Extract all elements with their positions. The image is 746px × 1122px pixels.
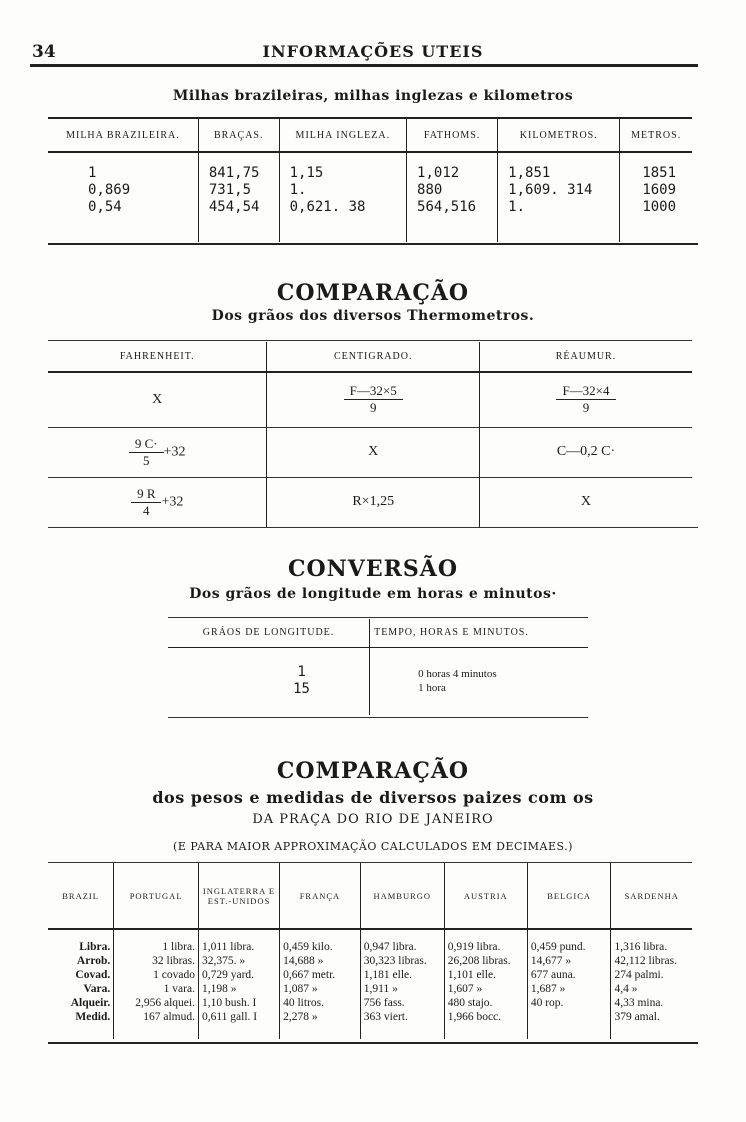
cell: 4,33 mina.	[614, 997, 664, 1009]
rule	[168, 717, 588, 718]
cell: Arrob.	[76, 955, 111, 967]
cell: 756 fass.	[363, 997, 405, 1009]
cell: 1,966 bocc.	[447, 1011, 502, 1023]
cell: 363 viert.	[363, 1011, 408, 1023]
cell: 1	[297, 664, 306, 681]
col-header: INGLATERRA E EST.-UNIDOS	[198, 863, 279, 929]
table-column	[611, 929, 692, 1039]
cell: 0,667 metr.	[283, 969, 336, 981]
cell: 1,10 bush. I	[201, 997, 257, 1009]
table-row: $\frac{9 R}{4}$ +32 R×1,25 X	[48, 477, 692, 527]
cell: 480 stajo.	[447, 997, 493, 1009]
rule	[48, 243, 698, 245]
weights-subtitle2: DA PRAÇA DO RIO DE JANEIRO	[252, 812, 494, 827]
cell: Alqueir.	[70, 997, 111, 1009]
table-row: $\frac{9 C\cdot}{5}$ +32 X C—0,2 C·	[48, 427, 692, 477]
table-column	[360, 929, 444, 1039]
cell: X	[152, 391, 163, 407]
formula: $\frac{9 R}{4}$	[131, 486, 161, 519]
weights-table	[48, 863, 692, 1039]
table-column	[198, 152, 279, 242]
cell: 2,956 alquei.	[135, 997, 195, 1009]
col-header: HAMBURGO	[360, 863, 444, 929]
cell: 1.	[289, 182, 307, 198]
table-column	[407, 152, 498, 242]
thermo-title: COMPARAÇÃO	[276, 280, 470, 306]
cell: 42,112 libras.	[614, 955, 677, 967]
table-column	[444, 929, 527, 1039]
cell: 32 libras.	[152, 955, 195, 967]
formula: $\frac{9 C\cdot}{5}$	[129, 436, 164, 469]
cell: 1,15	[289, 165, 324, 181]
col-header: METROS.	[620, 119, 692, 152]
cell: 2,278 »	[283, 1011, 318, 1023]
running-header: INFORMAÇÕES UTEIS	[262, 42, 484, 61]
table-column	[527, 929, 611, 1039]
cell: 14,688 »	[283, 955, 324, 967]
rule	[48, 1042, 698, 1044]
col-header: PORTUGAL	[114, 863, 199, 929]
cell: 0,947 libra.	[363, 941, 417, 953]
cell: 1 libra.	[162, 941, 195, 953]
cell: R×1,25	[267, 477, 480, 527]
col-header: FRANÇA	[280, 863, 361, 929]
col-header: GRÁOS DE LONGITUDE.	[202, 627, 335, 639]
weights-title: COMPARAÇÃO	[276, 758, 470, 784]
table-column	[498, 152, 620, 242]
cell: 880	[417, 182, 443, 198]
table-column	[114, 929, 199, 1039]
cell: 1,012	[417, 165, 460, 181]
cell: X	[479, 477, 692, 527]
cell: 1.	[508, 199, 526, 215]
cell: Medid.	[75, 1011, 111, 1023]
cell: 274 palmi.	[614, 969, 664, 981]
cell: X	[267, 427, 480, 477]
col-header: BRAZIL	[62, 890, 99, 901]
cell: 0,729 yard.	[201, 969, 255, 981]
col-header: BRAÇAS.	[198, 119, 279, 152]
col-header: RÉAUMUR.	[479, 342, 692, 372]
cell: 1000	[642, 199, 677, 215]
cell: 40 rop.	[530, 997, 564, 1009]
cell: 0 horas 4 minutos	[418, 668, 497, 681]
cell: 1,851	[508, 165, 551, 181]
col-header: MILHA BRAZILEIRA.	[66, 129, 180, 141]
cell: 0,459 kilo.	[283, 941, 333, 953]
col-header: BELGICA	[527, 863, 611, 929]
rule	[48, 340, 692, 341]
cell: 677 auna.	[530, 969, 576, 981]
header-rule	[30, 64, 698, 67]
col-header: TEMPO, HORAS E MINUTOS.	[370, 619, 588, 647]
cell: 32,375. »	[201, 955, 246, 967]
col-header: SARDENHA	[611, 863, 692, 929]
cell: 0,611 gall. I	[201, 1011, 258, 1023]
cell: 1,609. 314	[508, 182, 593, 198]
cell: 1851	[642, 165, 677, 181]
col-header: AUSTRIA	[444, 863, 527, 929]
cell: 841,75	[208, 165, 260, 181]
cell: 0,54	[88, 199, 122, 215]
table-column	[279, 152, 406, 242]
cell: 167 almud.	[143, 1011, 195, 1023]
cell: 30,323 libras.	[363, 955, 427, 967]
cell: 379 amal.	[614, 1011, 660, 1023]
conv-title: CONVERSÃO	[287, 556, 459, 582]
cell: 14,677 »	[530, 955, 572, 967]
cell: 0,869	[88, 182, 131, 198]
cell: 0,621. 38	[289, 199, 366, 215]
weights-subtitle: dos pesos e medidas de diversos paizes com os	[152, 788, 594, 807]
cell: 1,316 libra.	[614, 941, 668, 953]
page-number: 34	[32, 42, 56, 62]
cell: 1,687 »	[530, 983, 566, 995]
cell: 0,459 pund.	[530, 941, 586, 953]
cell: 1,087 »	[283, 983, 318, 995]
cell: C—0,2 C·	[479, 427, 692, 477]
cell: 1,181 elle.	[363, 969, 413, 981]
conv-table	[168, 619, 588, 715]
cell: Covad.	[75, 969, 111, 981]
cell	[531, 1010, 608, 1024]
table-row	[48, 372, 692, 427]
thermo-subtitle: Dos grãos dos diversos Thermometros.	[211, 308, 535, 324]
cell: 1 vara.	[163, 983, 195, 995]
cell: 40 litros.	[283, 997, 324, 1009]
cell: 1,101 elle.	[447, 969, 496, 981]
table-column	[620, 152, 692, 242]
col-header: MILHA INGLEZA.	[279, 119, 406, 152]
table-column	[198, 929, 279, 1039]
cell: 26,208 libras.	[447, 955, 511, 967]
cell: 15	[293, 681, 310, 698]
cell: 0,919 libra.	[447, 941, 501, 953]
weights-note: (E PARA MAIOR APPROXIMAÇÃO CALCULADOS EM DECIMAES.)	[173, 840, 573, 853]
rule	[48, 527, 698, 528]
cell: 1,911 »	[363, 983, 398, 995]
conv-subtitle: Dos grãos de longitude em horas e minutos·	[189, 586, 557, 602]
rule	[168, 617, 588, 618]
formula: $\frac{F—32\times 5}{9}$	[344, 383, 403, 416]
col-header: FATHOMS.	[407, 119, 498, 152]
cell: 1,011 libra.	[201, 941, 255, 953]
cell: 4,4 »	[614, 983, 638, 995]
table-column	[280, 929, 361, 1039]
thermo-table	[48, 342, 692, 527]
cell: 454,54	[208, 199, 260, 215]
col-header: FAHRENHEIT.	[119, 351, 195, 362]
cell: 1 hora	[418, 682, 446, 695]
col-header: KILOMETROS.	[498, 119, 620, 152]
cell: 1,198 »	[201, 983, 237, 995]
formula: $\frac{F—32\times 4}{9}$	[556, 383, 615, 416]
cell: 1609	[642, 182, 677, 198]
cell: 1	[88, 165, 97, 181]
cell: 564,516	[417, 199, 477, 215]
cell: 731,5	[208, 182, 252, 198]
cell: 1,607 »	[447, 983, 483, 995]
cell: Libra.	[79, 941, 111, 953]
table-column	[48, 152, 198, 242]
miles-table	[48, 119, 692, 242]
miles-title: Milhas brazileiras, milhas inglezas e kilometros	[172, 88, 574, 104]
cell: 1 covado	[153, 969, 195, 981]
col-header: CENTIGRADO.	[267, 342, 480, 372]
table-column	[48, 929, 114, 1039]
cell: Vara.	[83, 983, 111, 995]
